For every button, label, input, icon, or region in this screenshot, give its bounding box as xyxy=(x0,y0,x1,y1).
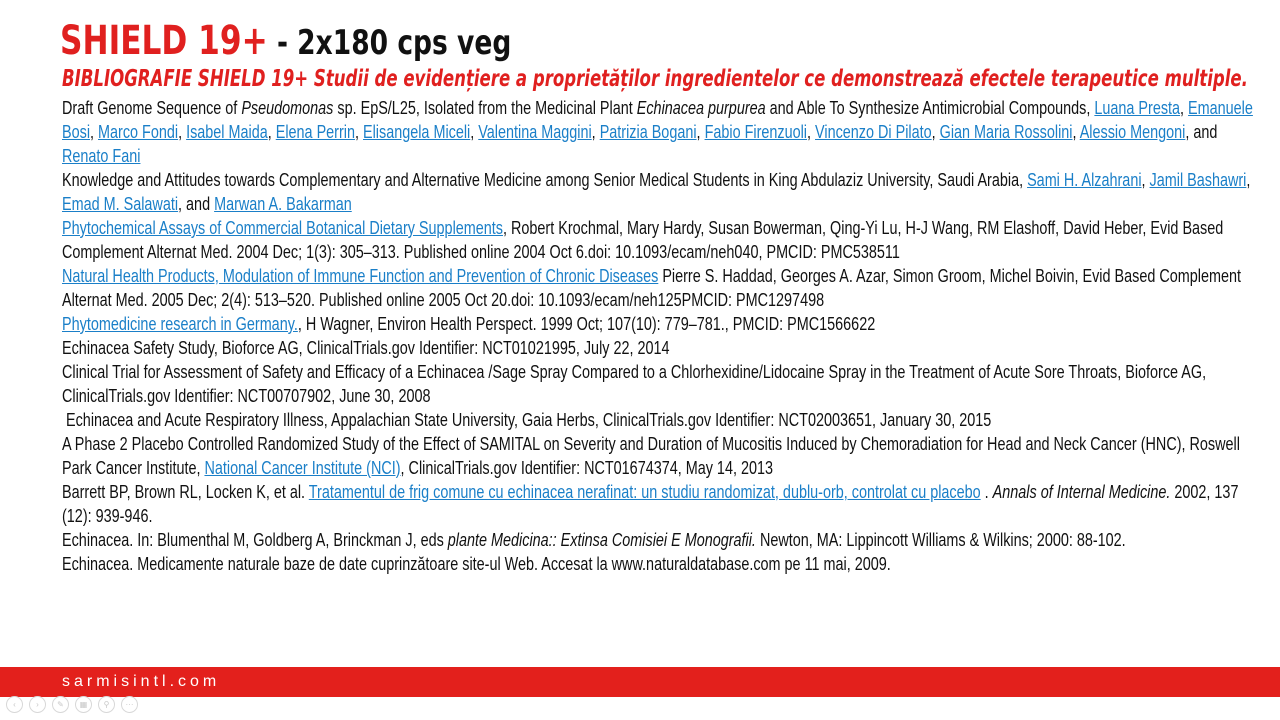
ref-separator: , xyxy=(1141,170,1150,190)
ref-separator: , xyxy=(807,122,816,142)
ref-italic: plante Medicina:: Extinsa Comisiei E Monografii. xyxy=(447,530,756,550)
ref-italic: Pseudomonas xyxy=(241,98,334,118)
more-icon[interactable]: ··· xyxy=(121,696,138,713)
author-link[interactable]: Jamil Bashawri xyxy=(1149,170,1247,190)
article-link[interactable]: Natural Health Products, Modulation of Immune Function and Prevention of Chronic Diseases xyxy=(62,266,659,286)
author-link[interactable]: Fabio Firenzuoli xyxy=(704,122,808,142)
title-brand: SHIELD 19+ xyxy=(60,18,268,64)
reference-6 xyxy=(62,336,1262,360)
ref-text: A Phase 2 Placebo Controlled Randomized Study of the Effect of SAMITAL on Severity and Duration of Mucositis Induced by Chemoradiation for Head and Neck Cancer (HNC), Roswell Park Cancer Institute, xyxy=(62,434,1240,478)
reference-1 xyxy=(62,96,1262,168)
ref-separator: , xyxy=(696,122,705,142)
footer-bar xyxy=(0,667,1280,697)
ref-text: Echinacea. Medicamente naturale baze de date cuprinzătoare site-ul Web. Accesat la www.naturaldatabase.com pe 11 mai, 2009. xyxy=(62,554,891,574)
reference-2 xyxy=(62,168,1262,216)
ref-text: Clinical Trial for Assessment of Safety and Efficacy of a Echinacea /Sage Spray Compared to a Chlorhexidine/Lidocaine Spray in the Treatment of Acute Sore Throats, Bioforce AG, ClinicalTrials.gov Identifier: NCT00707902, June 30, 2008 xyxy=(62,362,1207,406)
ref-text: Barrett BP, Brown RL, Locken K, et al. xyxy=(62,482,309,502)
ref-separator: , xyxy=(1180,98,1189,118)
slideshow-controls xyxy=(6,696,138,713)
reference-12 xyxy=(62,552,1262,576)
ref-text: 2002, 137 (12): 939-946. xyxy=(62,482,1239,526)
ref-text: Pierre S. Haddad, Georges A. Azar, Simon Groom, Michel Boivin, Evid Based Complement Alternat Med. 2005 Dec; 2(4): 513–520. Published online 2005 Oct 20.doi: 10.1093/ecam/neh125PMCID: PMC1297498 xyxy=(62,266,1241,310)
author-link[interactable]: Vincenzo Di Pilato xyxy=(815,122,932,142)
ref-text: Echinacea. In: Blumenthal M, Goldberg A, Brinckman J, eds xyxy=(62,530,448,550)
ref-text: Knowledge and Attitudes towards Complementary and Alternative Medicine among Senior Medical Students in King Abdulaziz University, Saudi Arabia, xyxy=(62,170,1028,190)
ref-text: Draft Genome Sequence of xyxy=(62,98,242,118)
ref-text: Echinacea Safety Study, Bioforce AG, ClinicalTrials.gov Identifier: NCT01021995, July 22, 2014 xyxy=(62,338,670,358)
next-icon[interactable]: › xyxy=(29,696,46,713)
reference-10 xyxy=(62,480,1262,528)
ref-separator: , xyxy=(90,122,99,142)
author-link[interactable]: Sami H. Alzahrani xyxy=(1027,170,1142,190)
ref-text: sp. EpS/L25, Isolated from the Medicinal Plant xyxy=(333,98,637,118)
ref-italic: Annals of Internal Medicine. xyxy=(992,482,1171,502)
author-link[interactable]: Patrizia Bogani xyxy=(599,122,697,142)
ref-text: . xyxy=(980,482,993,502)
reference-8 xyxy=(62,408,1262,432)
author-link[interactable]: Renato Fani xyxy=(62,146,141,166)
author-link[interactable]: Marco Fondi xyxy=(98,122,179,142)
slides-icon[interactable]: ▦ xyxy=(75,696,92,713)
ref-separator: , xyxy=(1072,122,1080,142)
reference-list xyxy=(62,96,1262,576)
author-link[interactable]: Isabel Maida xyxy=(186,122,268,142)
author-link[interactable]: Emad M. Salawati xyxy=(62,194,179,214)
reference-4 xyxy=(62,264,1262,312)
ref-separator: , xyxy=(591,122,600,142)
ref-text: Echinacea and Acute Respiratory Illness, Appalachian State University, Gaia Herbs, ClinicalTrials.gov Identifier: NCT02003651, January 30, 2015 xyxy=(62,410,992,430)
author-link[interactable]: Elisangela Miceli xyxy=(363,122,471,142)
article-link[interactable]: Tratamentul de frig comune cu echinacea nerafinat: un studiu randomizat, dublu-orb, controlat cu placebo xyxy=(308,482,981,502)
article-link[interactable]: Phytomedicine research in Germany. xyxy=(62,314,298,334)
ref-text: , H Wagner, Environ Health Perspect. 1999 Oct; 107(10): 779–781., PMCID: PMC1566622 xyxy=(297,314,876,334)
bibliography-heading: BIBLIOGRAFIE SHIELD 19+ Studii de evidențiere a proprietăților ingredientelor ce demonstrează efectele terapeutice multiple. xyxy=(62,66,1248,92)
author-link[interactable]: Gian Maria Rossolini xyxy=(939,122,1073,142)
reference-5 xyxy=(62,312,1262,336)
author-link[interactable]: Elena Perrin xyxy=(275,122,355,142)
ref-separator: , and xyxy=(178,194,215,214)
ref-separator: , xyxy=(1246,170,1251,190)
zoom-icon[interactable]: ⚲ xyxy=(98,696,115,713)
author-link[interactable]: Luana Presta xyxy=(1094,98,1181,118)
title-product: - 2x180 cps veg xyxy=(267,23,512,63)
ref-text: , ClinicalTrials.gov Identifier: NCT01674374, May 14, 2013 xyxy=(400,458,773,478)
prev-icon[interactable]: ‹ xyxy=(6,696,23,713)
ref-separator: , xyxy=(470,122,479,142)
institute-link[interactable]: National Cancer Institute (NCI) xyxy=(204,458,401,478)
ref-separator: , and xyxy=(1185,122,1218,142)
author-link[interactable]: Emanuele Bosi xyxy=(62,98,1253,142)
reference-9 xyxy=(62,432,1262,480)
reference-7 xyxy=(62,360,1262,408)
article-link[interactable]: Phytochemical Assays of Commercial Botanical Dietary Supplements xyxy=(62,218,503,238)
reference-3 xyxy=(62,216,1262,264)
ref-separator: , xyxy=(267,122,276,142)
reference-11 xyxy=(62,528,1262,552)
ref-text: Newton, MA: Lippincott Williams & Wilkins; 2000: 88-102. xyxy=(755,530,1126,550)
footer-website: sarmisintl.com xyxy=(62,673,221,690)
ref-separator: , xyxy=(354,122,363,142)
ref-italic: Echinacea purpurea xyxy=(636,98,766,118)
pen-icon[interactable]: ✎ xyxy=(52,696,69,713)
ref-separator: , xyxy=(931,122,940,142)
author-link[interactable]: Marwan A. Bakarman xyxy=(214,194,352,214)
ref-text: , Robert Krochmal, Mary Hardy, Susan Bowerman, Qing-Yi Lu, H-J Wang, RM Elashoff, David Heber, Evid Based Complement Alternat Med. 2004 Dec; 1(3): 305–313. Published online 2004 Oct 6.doi: 10.1093/ecam/neh040, PMCID: PMC538511 xyxy=(62,218,1224,262)
ref-separator: , xyxy=(178,122,187,142)
author-link[interactable]: Alessio Mengoni xyxy=(1079,122,1186,142)
author-link[interactable]: Valentina Maggini xyxy=(478,122,592,142)
ref-text: and Able To Synthesize Antimicrobial Compounds, xyxy=(765,98,1095,118)
slide-title xyxy=(60,18,511,64)
